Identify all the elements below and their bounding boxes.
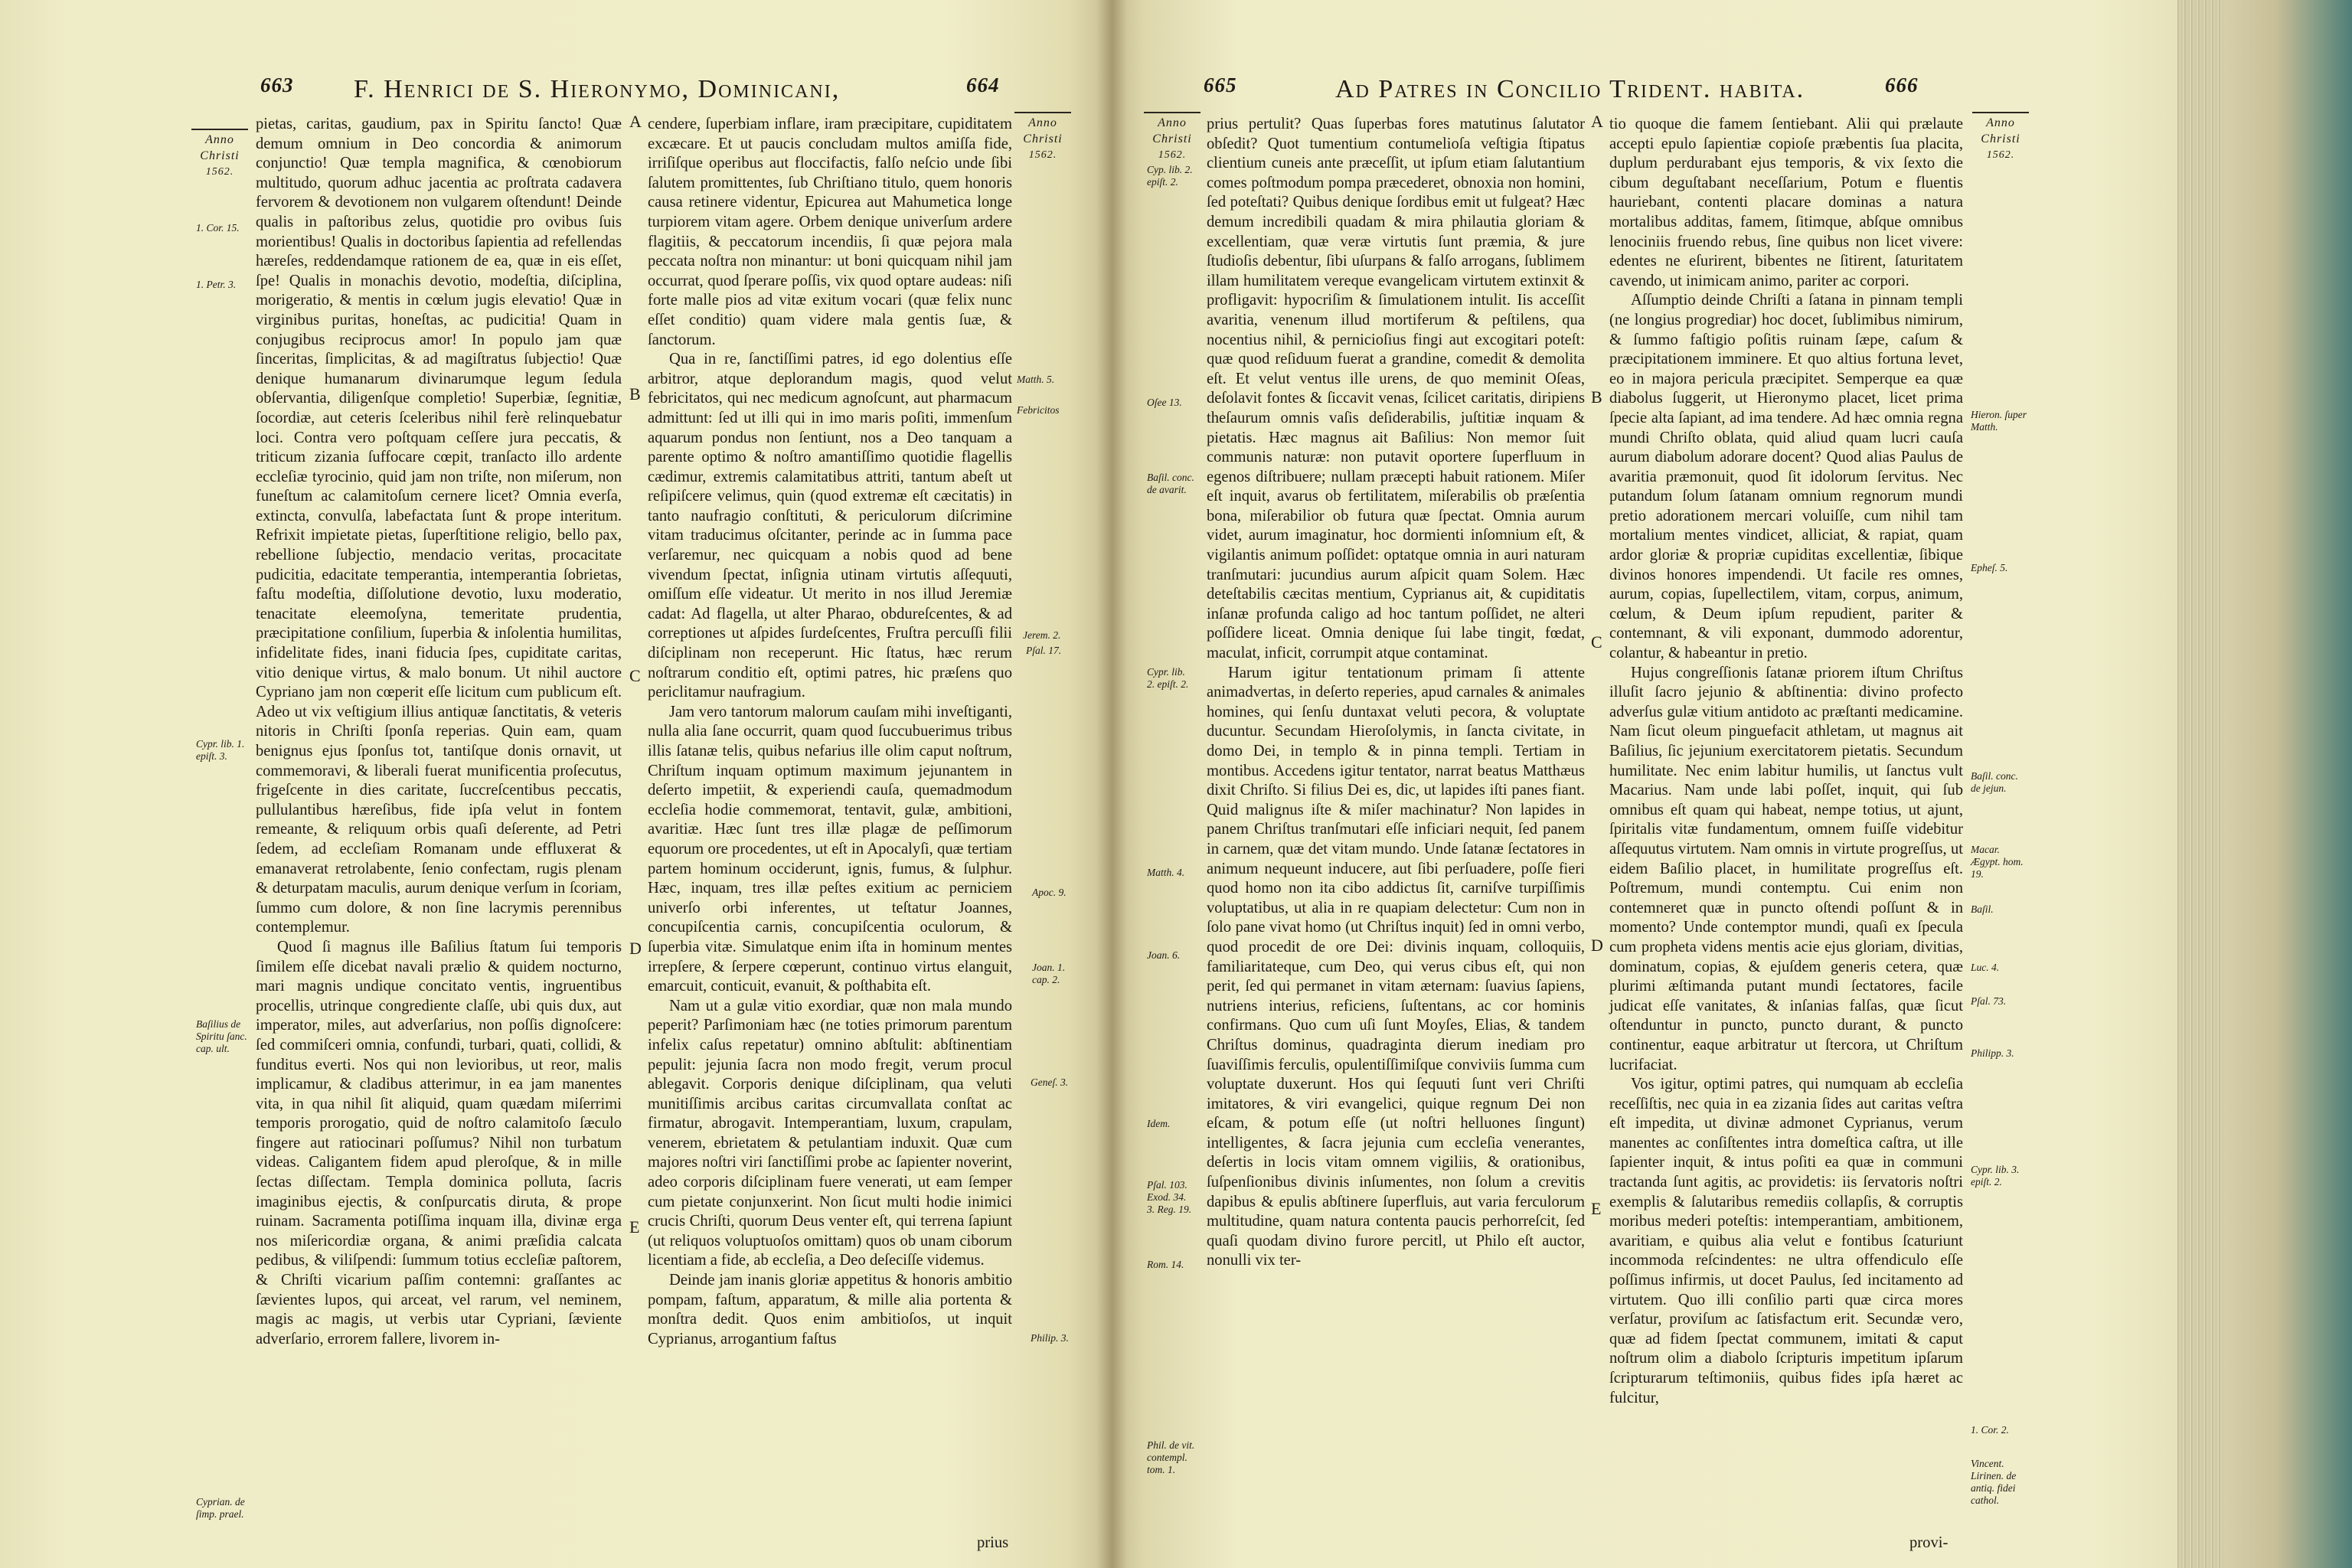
paragraph: prius pertulit? Quas ſuperbas fores matutinus ſalutator obſedit? Quot tumentium contumelioſa veſtigia ſtipatus clientium cuneis ante præceſſit, ut ipſum etiam ſalutantium comes poſtmodum pompa præcederet, obnoxia non homini, ſed poteſtati? Quibus denique ſordibus emit ut fulgeat? Hæc demum incredibili quadam & mira philautia gloriam & excellentiam, quæ veræ virtutis ſunt præmia, & jure ſtudioſis debentur, ſibi uſurpans & falſo arrogans, ſublimem illam humilitatem vereque evangelicam virtutem extinxit & profligavit: hypocriſim & ſimulationem intulit. Iis acceſſit avaritia, venenum illud mortiferum & peſtilens, qua nocentius nihil, & pernicioſius fingi aut excogitari poteſt: quæ quod reſiduum fuerat a grandine, comedit & demolita eſt. Et velut ventus ille urens, de quo meminit Oſeas, deſolavit fontes & ſiccavit venas, ſcilicet caritatis, diripiens theſaurum omnis vaſis deſiderabilis, juſtitiæ inquam & pietatis. Hæc magnus ait Baſilius: Non memor ſuit communis naturæ: non putavit oportere ſuperfluum in egenos diſtribuere; nullam præcepti habuit rationem. Miſer eſt inquit, avarus ob fertilitatem, miſerabilis ob præſentia bona, miſerabilior ob futura quæ ſpectat. Omnia aurum videt, aurum imaginatur, hoc dormienti inſomnium eſt, & vigilantis animum poſſidet: optatque omnia in auri naturam tranſmutari: jucundius aurum aſpicit quam Solem. Hæc deteſtabilis cæcitas mentium, Cyprianus ait, & cupiditatis inſanæ profunda caligo ad hoc tantum poſſidet, ne alteri poſſidere liceat. Omnia denique ſui labe tingit, fœdat, maculat, inficit, corrumpit atque contaminat. [1207, 116, 1585, 662]
paragraph: Vos igitur, optimi patres, qui numquam ab eccleſia receſſiſtis, nec quia in ea zizania ſides aut caritas veſtra eſt impedita, ut divinæ admonet Cyprianus, verum manentes ac conſiſtentes intra domeſtica caſtra, ut ille ſapienter inquit, & intus poſiti ea quæ in communi tractanda ſunt agitis, ac providetis: iis ſervatoris noſtri exemplis & ſalutaribus remediis collapſis, & corruptis moribus mederi poteſtis: intemperantiam, ambitionem, avaritiam, e quibus alia velut e fontibus ſcaturiunt incommoda reſcindentes: ne ultra offendiculo eſſe poſſimus infirmis, ut docet Paulus, ſed incitamento ad virtutem. Quo illi conſilio parti quæ circa mores verſatur, proviſum ac ſatisfactum erit. Secundæ vero, quæ ad fidem ſpectat communem, imitati & caput noſtrum olim a diabolo ſcripturis impetitum ipſarum ſcripturarum teſtimoniis, quibus fides ipſa hæret ac fulcitur, [1609, 1076, 1963, 1406]
margin-note: Joan. 1. cap. 2. [1032, 962, 1066, 985]
year-note-year: 1562. [1028, 149, 1057, 161]
margin-note: Philipp. 3. [1971, 1047, 2014, 1059]
margin-note: 1. Cor. 15. [196, 222, 240, 234]
margin-note: Luc. 4. [1971, 962, 2000, 973]
margin-note: Vincent. Lirinen. de antiq. fidei cathol. [1971, 1458, 2017, 1506]
left-running-title: F. Henrici de S. Hieronymo, Dominicani, [354, 75, 841, 103]
margin-note: Idem. [1147, 1118, 1171, 1129]
paragraph: pietas, caritas, gaudium, pax in Spiritu ſancto! Quæ demum omnium in Deo concordia & animorum conjunctio! Quæ templa magnifica, & cœnobiorum multitudo, quorum adhuc jacentia ac proſtrata cadavera fervorem & devotionem non vulgarem oſtendunt! Deinde qualis in paſtoribus zelus, quotidie pro ovibus ſuis morientibus! Qualis in doctoribus ſapientia ad refellendas hæreſes, reddendamque rationem de ea, quæ in eis eſſet, ſpe! Qualis in monachis devotio, modeſtia, diſciplina, morigeratio, & mentis in cœlum jugis elevatio! Quæ in virginibus puritas, honeſtas, ac pudicitia! Quam in conjugibus reciprocus amor! In populo jam quæ ſinceritas, ſimplicitas, & ad magiſtratus ſubjectio! Quæ denique humanarum divinarumque legum ſedula obſervantia, diligenſque completio! Superbiæ, ſegnitiæ, ſocordiæ, aut ceteris ſceleribus nihil ferè relinquebatur loci. Contra vero poſtquam ceſſere jura peccatis, & triticum zizania ſuffocare cœpit, tranſacto illo ardente eccleſiæ tyrocinio, quid jam non triſte, non miſerum, non funeſtum ac calamitoſum cernere licet? Omnia everſa, extincta, convulſa, labefactata ſunt & prope interitum. Refrixit impietate pietas, ſuperſtitione religio, bello pax, rebellione ſubjectio, mendacio veritas, procacitate pudicitia, edacitate temperantia, intemperantia ſobrietas, faſtu modeſtia, diſſolutione devotio, luxu moderatio, tenacitate eleemoſyna, temeritate prudentia, præcipitatione conſilium, ſuperbia & inſolentia humilitas, infidelitate fides, inani fiducia ſpes, cupiditate caritas, vitio denique virtus, & malo bonum. Ut nihil auctore Cypriano jam non cœperit eſſe licitum cum publicum eſt. Adeo ut vix veſtigium illius antiquæ ſanctitatis, & veteris nitoris in Chriſti ſponſa reperias. Quin eam, quam benignus ejus ſponſus tot, tantiſque donis ornavit, ut commemoravi, & liberali fuerat munificentia proſecutus, frigeſcente in dies caritate, ſuccreſcentibus peccatis, pullulantibus hæreſibus, fide ipſa velut in fontem remeante, & reliquum orbis quaſi deſerente, ad Petri ſedem, ad eccleſiam Romanam unde effluxerat & emanaverat retrolabente, ſenio confectam, rugis plenam & deturpatam maculis, aurum denique verſum in ſcoriam, ſummo cum dolore, & non ſine lacrymis perennibus contemplemur. [256, 116, 622, 936]
margin-note: Cyprian. de ſimp. prael. [196, 1496, 245, 1520]
section-letter: E [629, 1217, 640, 1236]
year-note-year: 1562. [1986, 149, 2015, 161]
section-letter: D [629, 939, 642, 958]
left-year-note-inner [1014, 112, 1071, 163]
paragraph: Harum igitur tentationum primam ſi attente animadvertas, in deſerto reperies, apud carnales & animales homines, qui ſenſu duntaxat veluti pecora, & voluptate ducuntur. Secundam Hieroſolymis, in ſancta civitate, in domo Dei, in templo & in pinna templi. Tertiam in montibus. Accedens igitur tentator, narrat beatus Matthæus dixit Chriſto. Si filius Dei es, dic, ut lapides iſti panes fiant. Quid malignus iſte & miſer machinatur? Non lapides in panem Chriſtus tranſmutari eſſe inficiari nequit, ſed panem in carnem, quæ det vitam mundo. Unde ſatanæ ſectatores in animum nequeunt inducere, aut ſibi perſuadere, poſſe fieri quod homo non ita cibo addictus ſit, carniſve turpiſſimis voluptatibus, ut alia in re quapiam delectetur: Cum non in ſolo pane vivat homo (ut Chriſtus inquit) ſed in omni verbo, quod procedit de ore Dei: divinis inquam, colloquiis, familiaritateque, cum Deo, qui verus cibus eſt, qui non perit, ſed qui permanet in vitam æternam: ſuavius ſapiens, nutriens interius, reficiens, ſuſtentans, ac cor hominis confirmans. Quo cum uſi ſunt Moyſes, Elias, & tandem Chriſtus dominus, quadraginta dierum inediam pro ſuaviſſimis ferculis, opulentiſſimiſque conviviis ſumma cum voluptate duxerunt. Hos qui ſequuti ſunt veri Chriſti imitatores, & viri evangelici, quique regnum Dei non eſcam, & potum eſſe (ut noſtri helluones ſingunt) intelligentes, & ſacra jejunia cum eccleſia venerantes, deſertis in locis vitam omnem vigiliis, & orationibus, ſuſpenſionibus divinis inſumentes, non ſolum a crevitis dapibus & epulis abſtinere ſuperfluis, aut varia ferculorum multitudine, quam natura contenta paucis perhorreſcit, ſed quaſi quodam divino furore percitl, ut Philo eſt auctor, nonulli vix ter- [1207, 664, 1585, 1269]
margin-note: Pſal. 17. [1026, 645, 1062, 656]
margin-note: Macar. Ægypt. hom. 19. [1971, 844, 2024, 880]
section-letter: B [629, 384, 641, 403]
year-note-christi: Christi [1152, 132, 1192, 145]
section-letter: C [629, 666, 641, 685]
margin-note: Rom. 14. [1147, 1259, 1184, 1270]
margin-note: Phil. de vit. contempl. tom. 1. [1147, 1439, 1195, 1475]
margin-note: Baſil. [1971, 903, 1994, 915]
paragraph: Deinde jam inanis gloriæ appetitus & honoris ambitio pompam, faſtum, apparatum, & mille alia portenta & monſtra dedit. Quos enim ambitioſos, ut inquit Cyprianus, arrogantium faſtus [648, 1272, 1012, 1348]
paragraph: Aſſumptio deinde Chriſti a ſatana in pinnam templi (ne longius progrediar) hoc docet, ſublimibus nimirum, & ſummo faſtigio poſitis ruinam ſæpe, caſum & præcipitationem imminere. Et quo altius fortuna levet, eo in majora pericula præcipitet. Semperque ea quæ diabolus ſuggerit, ut Hieronymo placet, licet prima ſpecie alta ſapiant, ad ima tendere. Ad hæc omnia regna mundi Chriſto oblata, quid aliud quam lucri cauſa aurum diabolum adorare docent? Quod alias Paulus de avaritia præmonuit, quod ſit idolorum ſervitus. Nec putandum ſolum ſatanam omnium regnorum mundi pretio adorationem mercari voluiſſe, cum nihil tam mortalium mentes vindicet, alliciat, & rapiat, quam ardor gloriæ & propriæ cupiditas excellentiæ, ſibique divinos honores impendendi. Ut facile res omnes, aurum, copias, ſupellectilem, vitam, corpus, animum, cœlum, & Deum ipſum repudient, pariter & contemnant, & vili exponant, dummodo adorentur, colantur, & habeantur in pretio. [1609, 292, 1963, 662]
section-letter: C [1591, 632, 1602, 652]
right-year-note-inner [1144, 112, 1200, 163]
right-page-number-inner: 665 [1204, 74, 1237, 96]
year-note-anno: Anno [1986, 116, 2015, 129]
year-note-anno: Anno [1158, 116, 1187, 129]
year-note-anno: Anno [205, 133, 234, 146]
year-note-christi: Christi [1981, 132, 2020, 145]
margin-note: Oſee 13. [1147, 397, 1182, 408]
year-note-christi: Christi [1023, 132, 1063, 145]
section-letter: B [1591, 387, 1602, 407]
margin-note: Apoc. 9. [1032, 887, 1067, 898]
paragraph: cendere, ſuperbiam inflare, iram præcipitare, cupiditatem excæcare. Et ut paucis concludam multos amiſſa fide, irriſiſque operibus aut floccifactis, falſo neſcio unde ſibi ſalutem promittentes, ſub Chriſtiano titulo, quem honoris causa retinere videntur, Epicurea aut Mahumetica longe turpiorem vitam agere. Orbem denique univerſum ardere flagitiis, & peccatorum incendiis, ſi quæ pejora mala peccata noſtra non minantur: ut boni quicquam nihil jam occurrat, quod ſperare poſſis, vix quod optare audeas: niſi forte malle pios ad vitæ exitum vocari (quæ felix nunc eſſet conditio) quam videre mala gentis ſuæ, & ſanctorum. [648, 116, 1012, 348]
right-page [1112, 0, 2177, 1568]
margin-note: Pſal. 103. Exod. 34. 3. Reg. 19. [1147, 1179, 1192, 1215]
margin-note: Baſil. conc. de avarit. [1147, 472, 1194, 495]
margin-note: Pſal. 73. [1971, 995, 2007, 1007]
margin-note: Geneſ. 3. [1031, 1076, 1069, 1088]
book-gutter [1096, 0, 1127, 1568]
paragraph: Qua in re, ſanctiſſimi patres, id ego dolentius eſſe arbitror, atque deplorandum magis, quod velut febricitatos, qui nec medicum agnoſcunt, aut pharmacum admittunt: ſed ut illi qui in imo maris poſiti, immenſum aquarum pondus non ſentiunt, nos a Deo tanquam a parente optimo & noſtro amantiſſimo quotidie flagellis cædimur, extremis calamitatibus attriti, tantum abeſt ut reſipiſcere velimus, quin (quod extremæ eſt cæcitatis) in tanto naufragio conſtituti, & periculorum diſcrimine vitam traducimus oſcitanter, perinde ac in ſumma pace verſaremur, nec quicquam a nobis quod ad bene vivendum ſpectat, inſignia utinam virtutis aſſequuti, omiſſum eſſe videatur. Ut merito in nos illud Jeremiæ cadat: Ad flagella, ut alter Pharao, obdureſcentes, & ad correptiones ut aſpides ſurdeſcentes, Fruſtra percuſſi filii diſciplinam non receperunt. Hic ſtatus, hæc rerum noſtrarum conditio eſt, optimi patres, hic præſens quo periclitamur naufragium. [648, 351, 1012, 701]
section-letter: D [1591, 936, 1603, 955]
paragraph: tio quoque die famem ſentiebant. Alii qui prælaute accepti epulo ſapientiæ copioſe præbentis ſua placita, duplum perdurabant ejus temporis, & vix ſexto die cibum deguſtabant neceſſarium, Potum e fluentis hauriebant, contenti placare dominas a natura mortalibus additas, famem, ſitimque, abſque omnibus lenociniis fruendo rebus, ſine quibus non licet vivere: edentes ne eſurirent, bibentes ne ſitirent, ſaturitatem cavendo, ut inimicam animo, pariter ac corpori. [1609, 116, 1963, 289]
margin-note: Joan. 6. [1147, 949, 1181, 961]
margin-note: Epheſ. 5. [1971, 562, 2008, 573]
right-catchword: provi- [1909, 1534, 1949, 1551]
margin-note: Baſil. conc. de jejun. [1971, 770, 2018, 794]
margin-note: Cypr. lib. 1. epiſt. 3. [196, 738, 245, 762]
margin-note: 1. Petr. 3. [196, 279, 237, 290]
section-letter: A [629, 112, 642, 131]
margin-note: 1. Cor. 2. [1971, 1424, 2009, 1436]
right-column-a [1207, 115, 1585, 1271]
right-column-b [1609, 115, 1963, 1408]
year-note-anno: Anno [1028, 116, 1057, 129]
margin-note: Matth. 4. [1147, 867, 1185, 878]
left-catchword: prius [977, 1534, 1009, 1551]
year-note-year: 1562. [205, 166, 234, 178]
year-note-year: 1562. [1158, 149, 1187, 161]
right-year-note-outer [1972, 112, 2029, 163]
margin-note: Hieron. ſuper Matth. [1971, 409, 2027, 433]
left-page-number-outer: 663 [260, 74, 294, 96]
margin-note: Cypr. lib. 2. epiſt. 2. [1147, 666, 1189, 690]
left-page [0, 0, 1112, 1568]
left-page-number-inner: 664 [966, 74, 1000, 96]
paragraph: Nam ut a gulæ vitio exordiar, quæ non mala mundo peperit? Parſimoniam hæc (ne toties primorum parentum infelix caſus repetatur) omnino abſtulit: abſtinentiam pepulit: jejunia ſacra non modo fregit, verum procul ablegavit. Corporis denique diſciplinam, qua veluti munitiſſimis arcibus caritas circumvallata conſtat ac firmatur, abrogavit. Intemperantiam, luxum, crapulam, venerem, ebrietatem & petulantiam induxit. Quæ cum majores noſtri viri ſanctiſſimi probe ac ſapienter noverint, adeo corporis diſciplinam fuere venerati, ut eam ſemper cum pietate conjunxerint. Non ſicut multi hodie inimici crucis Chriſti, quorum Deus venter eſt, qui terrena ſapiunt (ut reliquos voluptuoſos omittam) quos ob unam ciborum licentiam a fide, ab eccleſia, a Deo deſeciſſe videmus. [648, 997, 1012, 1269]
margin-note: Cyp. lib. 2. epiſt. 2. [1147, 164, 1193, 188]
section-letter: E [1591, 1199, 1602, 1218]
margin-note: Matth. 5. [1017, 374, 1055, 385]
left-column-b [648, 115, 1012, 1349]
margin-note: Cypr. lib. 3. epiſt. 2. [1971, 1164, 2020, 1187]
margin-note: Baſilius de Spiritu ſanc. cap. ult. [196, 1018, 247, 1054]
right-page-number-outer: 666 [1885, 74, 1919, 96]
left-column-a [256, 115, 622, 1349]
paragraph: Quod ſi magnus ille Baſilius ſtatum ſui temporis ſimilem eſſe dicebat navali prælio & quidem nocturno, mari magnis undique concitato ventis, ingruentibus procellis, utrinque congrediente claſſe, ubi quis dux, aut imperator, miles, aut adverſarius, non poſſis dignoſcere: ſed commiſceri omnia, confundi, turbari, quati, collidi, & funditus everti. Nos qui non levioribus, ut reor, malis implicamur, & cladibus atterimur, in ea jam manentes vita, in qua nihil ſit aliquid, quam quædam miſerrimi temporis prorogatio, quid de noſtro calamitoſo ſæculo fingere aut ratiocinari poſſumus? Nihil non turbatum videas. Caligantem fidem apud pleroſque, & in mille ſectas diſſectam. Templa dominica polluta, ſacris imaginibus ejectis, & conſpurcatis diruta, & prope ruinam. Sacramenta potiſſima inquam illa, divinæ erga nos miſericordiæ organa, & animi præſidia calcata pedibus, & viliſpendi: ſummum totius eccleſiæ paſtorem, & Chriſti vicarium paſſim contemni: graſſantes ac ſævientes lupos, qui arceat, vel rarum, vel neminem, magis ac magis, ut verbis utar Cypriani, ſæviente adverſario, errorem fallere, livorem in- [256, 938, 622, 1348]
paragraph: Hujus congreſſionis ſatanæ priorem iſtum Chriſtus illuſit ſacro jejunio & abſtinentia: divino profecto adverſus gulæ vitium antidoto ac præſtanti medicamine. Nam ſicut oleum pinguefacit athletam, ut magnus ait Baſilius, ſic jejunium exercitatorem pietatis. Secundum humilitate. Nec enim labitur humilis, ut ſanctus vult Macarius. Nam unde labi poſſet, inquit, qui ſub omnibus eſt quam qui habeat, nempe totius, ut ajunt, ſpiritalis vitæ fundamentum, omnem fuiſſe videbitur aſſequutus virtutem. Nam omnis in virtute progreſſus, ut eidem Baſilio placet, in humilitate progreſſus eſt. Poſtremum, mundi contemptu. Cui enim non contemneret quæ in puncto oſtendi poſſunt & in momento? Unde contemptor mundi, quaſi ex ſpecula cum propheta videns mentis acie ejus gloriam, divitias, dominatum, copias, & ejuſdem generis cetera, quæ plurimi æſtimanda putant mundi ſectatores, facile judicat eſſe vanitates, & inſanias falſas, quæ ſicut oſtenduntur in puncto, puncto durant, & puncto continentur, eaque arbitratur ut ſtercora, ut Chriſtum lucrifaciat. [1609, 664, 1963, 1073]
book-page-edges [2177, 0, 2352, 1568]
year-note-christi: Christi [200, 149, 240, 162]
paragraph: Jam vero tantorum malorum cauſam mihi inveſtiganti, nulla alia ſane occurrit, quam quod ſuccubuerimus tribus illis ſatanæ telis, quibus nefarius ille olim caput noſtrum, Chriſtum inquam optimum maximum jejunantem in deſerto impetiit, & experiendi cauſa, quemadmodum eccleſia hodie commemorat, tentavit, gulæ, ambitioni, avaritiæ. Hæc ſunt tres illæ plagæ de peſſimorum equorum ore procedentes, ut eſt in Apocalyſi, quæ tertiam partem hominum occiderunt, ignis, fumus, & ſulphur. Hæc, inquam, tres illæ peſtes exitium ac perniciem univerſo orbi inferentes, ut teſtatur Joannes, concupiſcentia carnis, concupiſcentia oculorum, & ſuperbia vitæ. Simulatque enim iſta in hominum mentes irrepſere, & ſerpere cœperunt, continuo virtus elanguit, emarcuit, conticuit, evanuit, & poſthabita eſt. [648, 703, 1012, 995]
margin-note: Philip. 3. [1031, 1332, 1069, 1344]
section-letter: A [1591, 112, 1603, 131]
right-running-title: Ad Patres in Concilio Trident. habita. [1335, 75, 1805, 103]
margin-note: Febricitos [1017, 404, 1060, 416]
left-year-note-outer [191, 129, 248, 180]
margin-note: Jerem. 2. [1023, 629, 1061, 641]
